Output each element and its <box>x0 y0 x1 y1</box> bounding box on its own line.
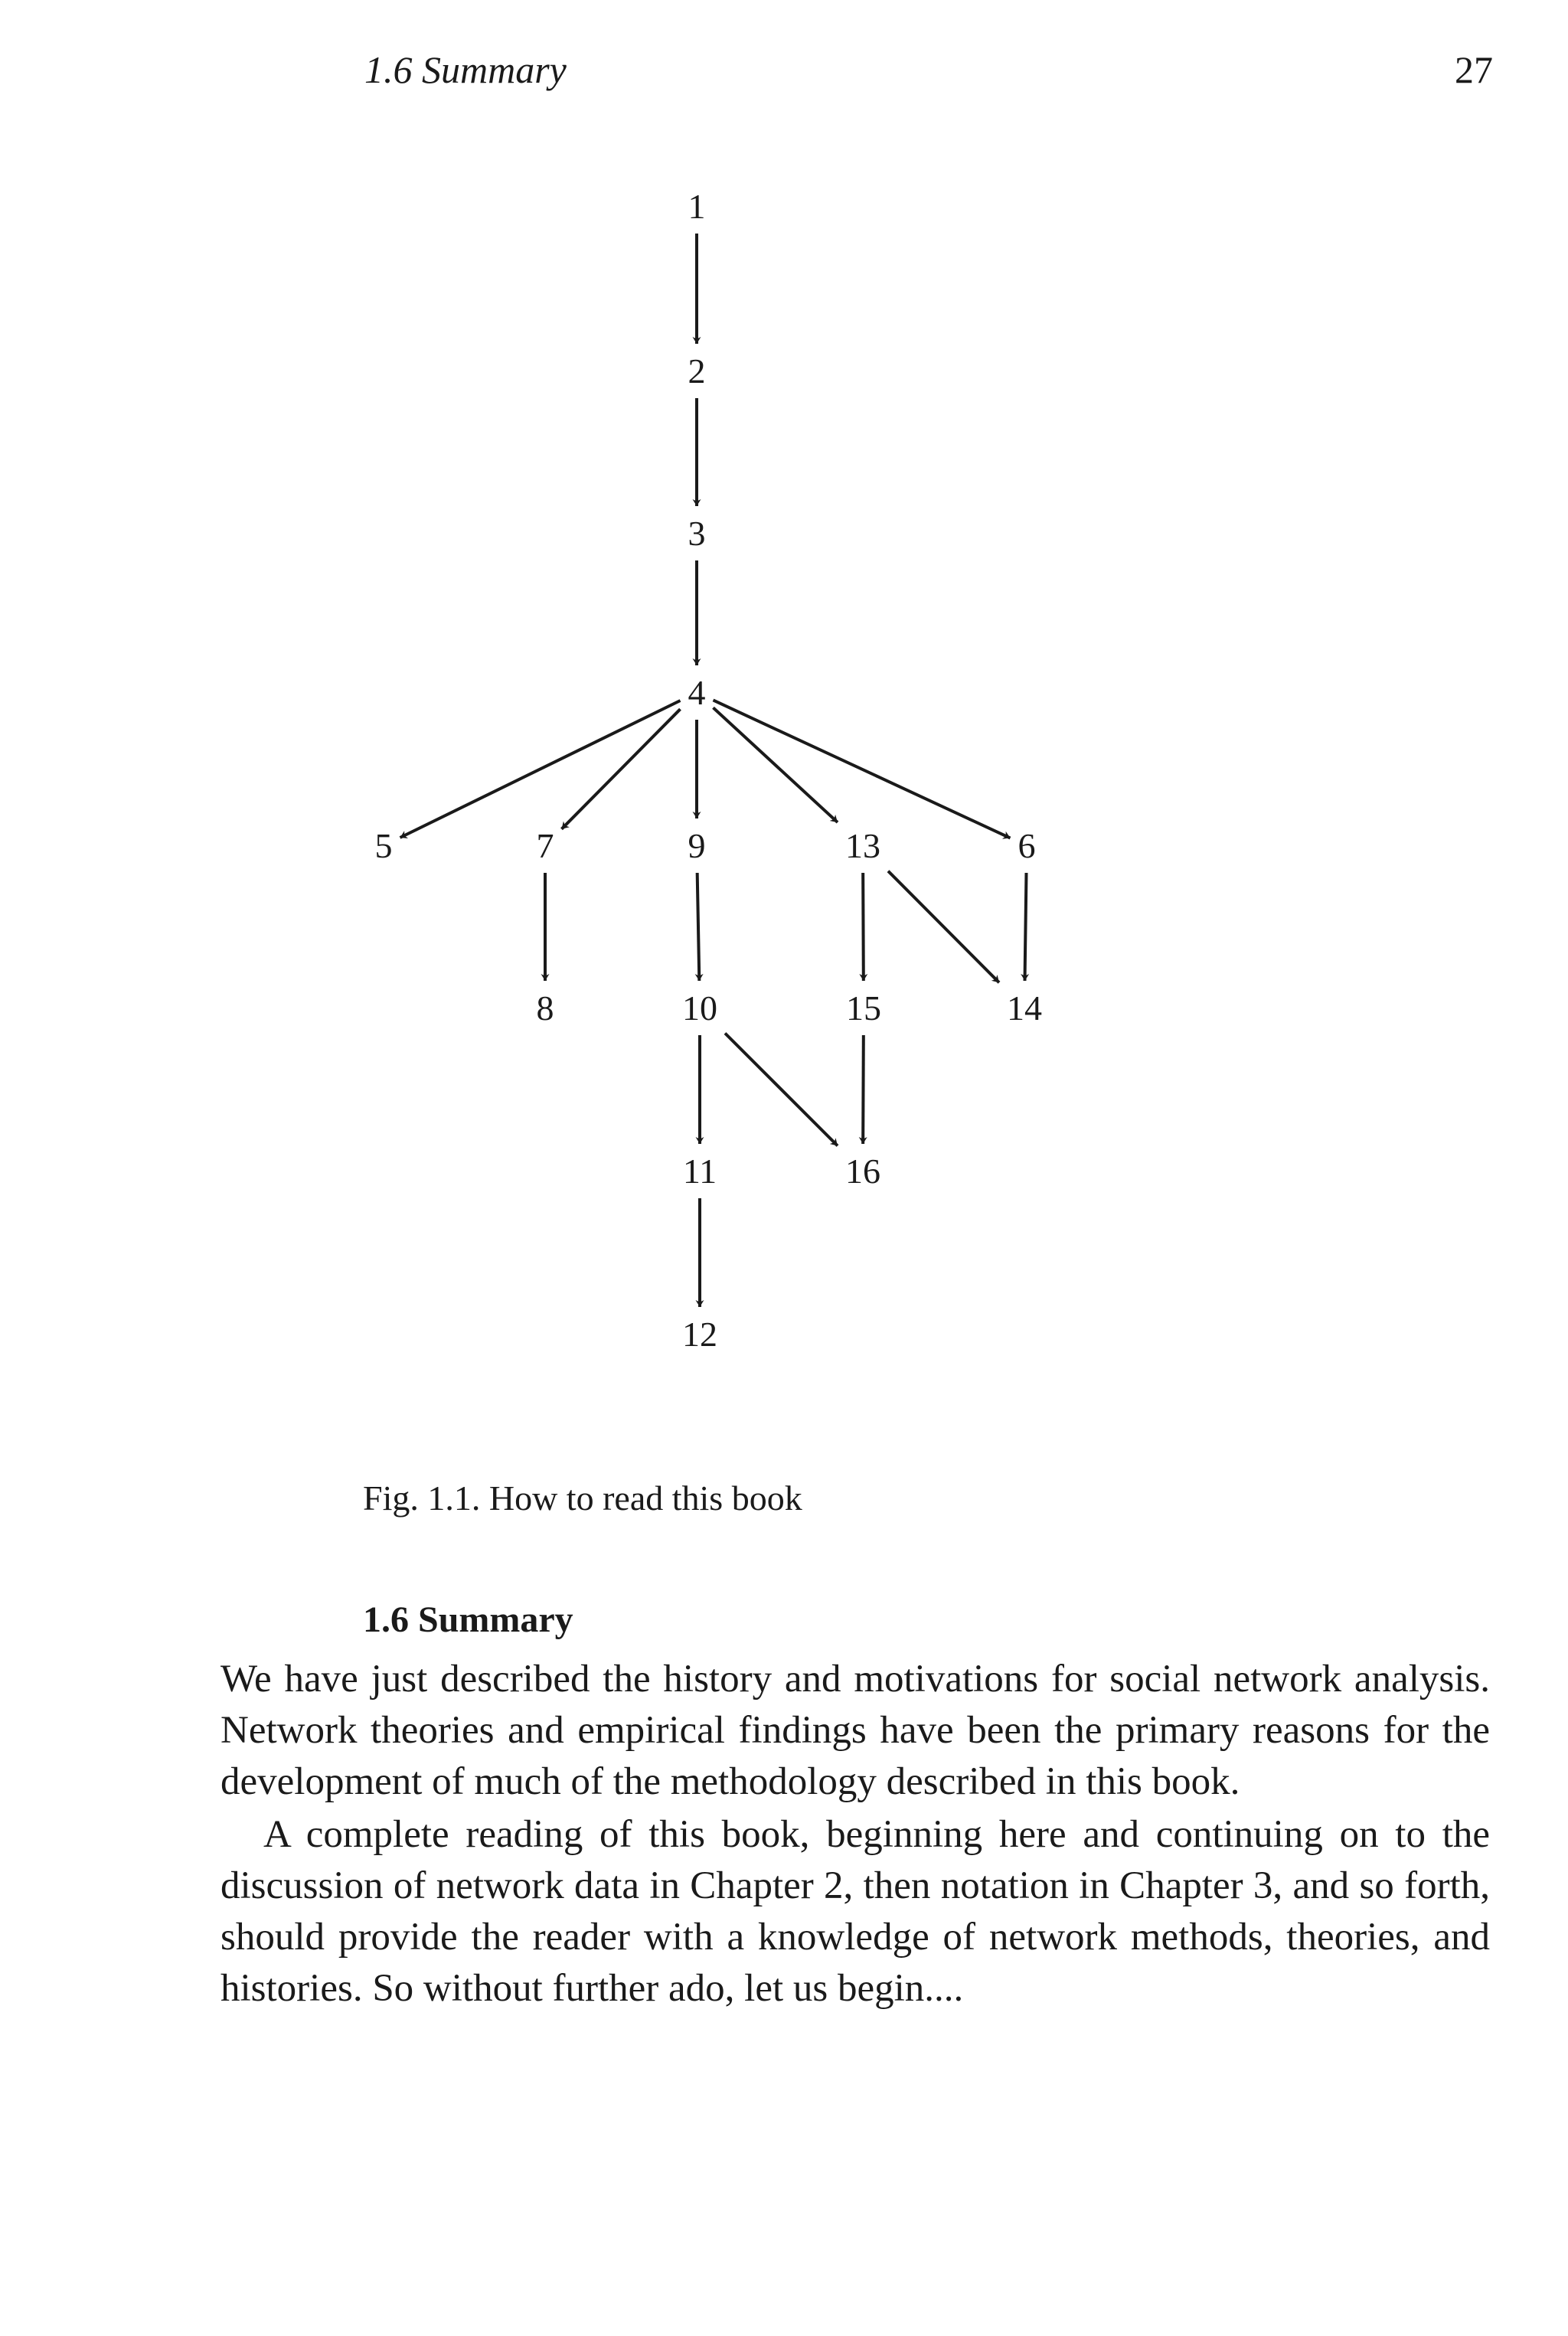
node-14: 14 <box>1007 988 1042 1028</box>
edge-15-to-16 <box>863 1035 864 1144</box>
edge-4-to-5 <box>400 701 681 838</box>
edge-4-to-6 <box>714 700 1011 838</box>
edge-13-to-14 <box>888 871 999 983</box>
node-9: 9 <box>688 826 706 865</box>
edge-13-to-15 <box>863 873 864 981</box>
node-13: 13 <box>845 826 880 865</box>
node-2: 2 <box>688 351 706 390</box>
edge-9-to-10 <box>697 873 700 981</box>
node-4: 4 <box>688 673 706 712</box>
paragraph-1: We have just described the history and motivations for social network analysis. Network theories and empirical findings have been the primary reasons for the development of much of the methodology described in this book. <box>220 1658 1490 1803</box>
figure-caption: Fig. 1.1. How to read this book <box>363 1478 802 1518</box>
section-heading: 1.6 Summary <box>363 1599 573 1640</box>
node-16: 16 <box>845 1152 880 1191</box>
edge-10-to-16 <box>725 1034 838 1146</box>
page-number: 27 <box>1455 48 1493 91</box>
edge-6-to-14 <box>1025 873 1027 981</box>
node-3: 3 <box>688 514 706 553</box>
node-11: 11 <box>682 1152 717 1191</box>
node-5: 5 <box>374 826 393 865</box>
node-1: 1 <box>688 187 706 226</box>
node-12: 12 <box>682 1315 717 1354</box>
running-head: 1.6 Summary <box>364 48 567 91</box>
node-6: 6 <box>1018 826 1036 865</box>
node-15: 15 <box>846 988 881 1028</box>
node-7: 7 <box>536 826 554 865</box>
paragraph-2: A complete reading of this book, beginning here and continuing on to the discussion of network data in Chapter 2, then notation in Chapter 3, and so forth, should provide the reader with a knowledge of network methods, theories, and histories. So without further ado, let us begin.... <box>220 1813 1490 2010</box>
edge-4-to-7 <box>562 709 681 829</box>
node-10: 10 <box>682 988 717 1028</box>
node-8: 8 <box>536 988 554 1028</box>
body-text <box>220 1654 1490 2014</box>
edge-4-to-13 <box>714 707 838 822</box>
